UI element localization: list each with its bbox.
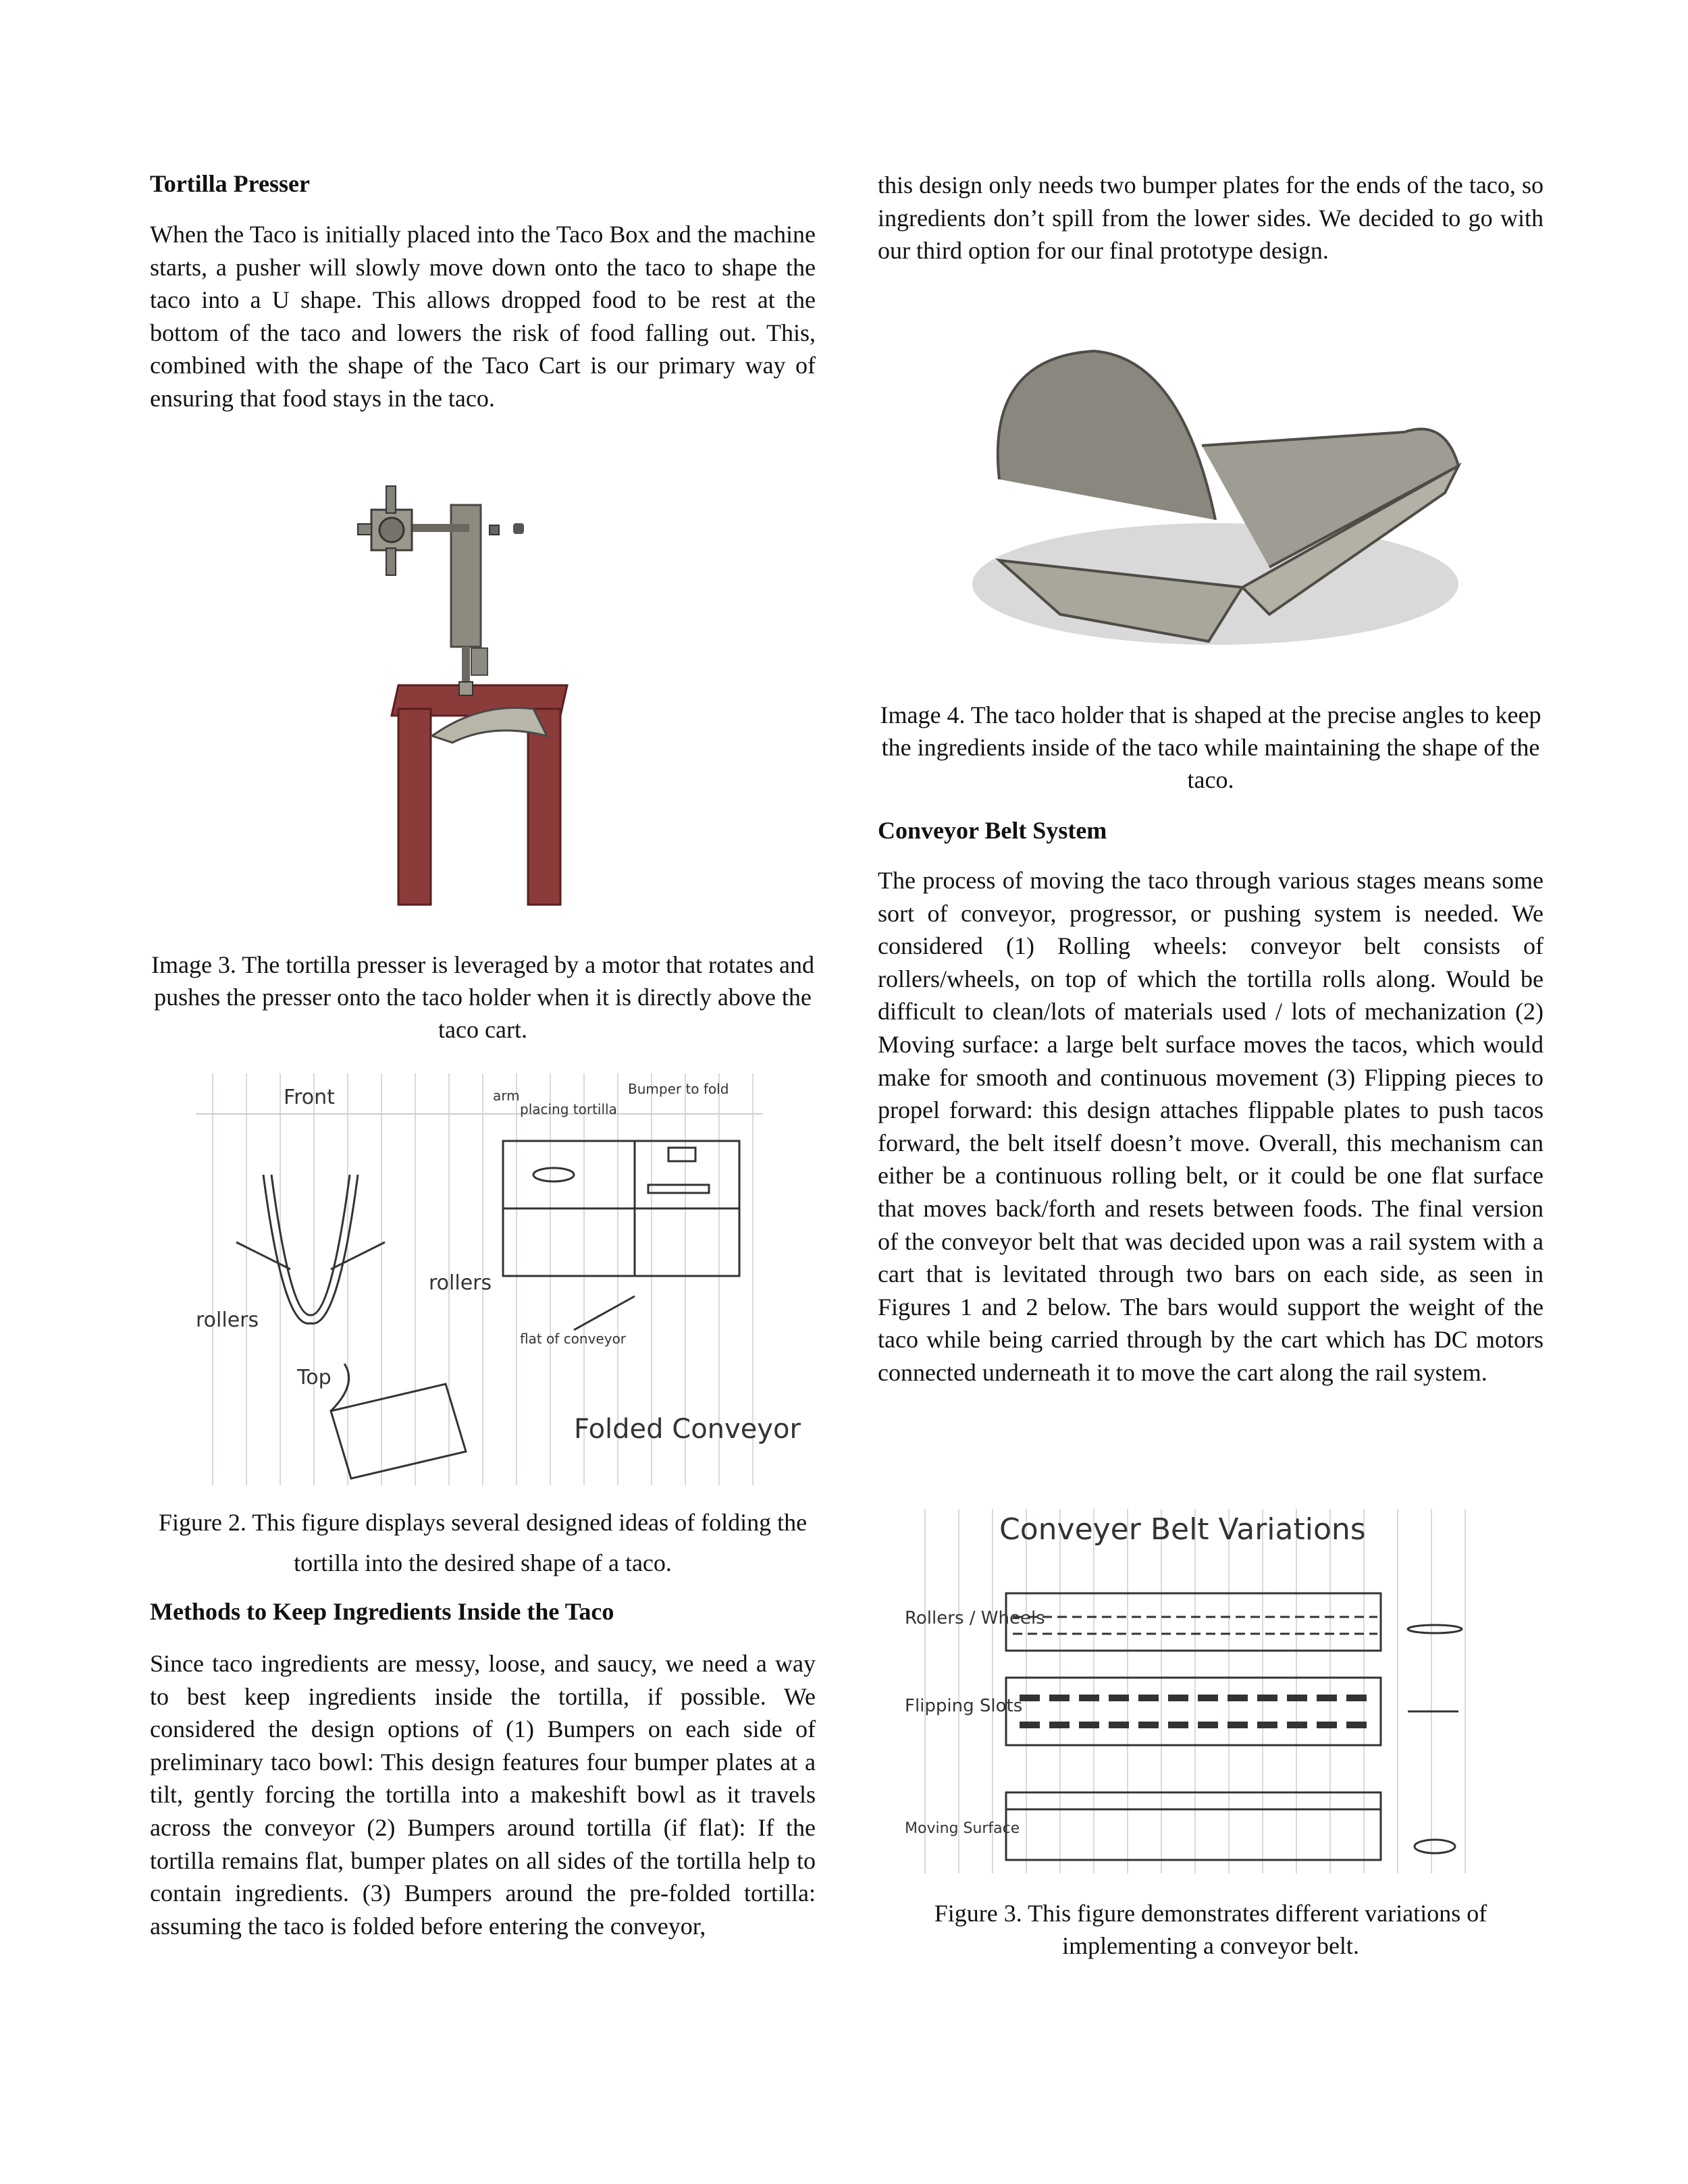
figure-3-conveyor-variations-sketch — [905, 1509, 1492, 1873]
sketch-label-top: Top — [297, 1366, 332, 1389]
methods-continued-paragraph: this design only needs two bumper plates for the ends of the taco, so ingredients don’t spill from the lower sides. We decided to go with our third option for our final prototype design. — [878, 171, 1544, 265]
sketch-label-flipping-slots: Flipping Slots — [905, 1696, 1023, 1716]
methods-paragraph: Since taco ingredients are messy, loose, and saucy, we need a way to best keep ingredients inside the tortilla, if possible. We considered the design options of (1) Bumpers on each side of preliminary taco bowl: This design features four bumper plates at a tilt, gently forcing the tortilla into a makeshift bowl as it travels across the conveyor (2) Bumpers around tortilla (if flat): If the tortilla remains flat, bumper plates on all sides of the tortilla help to contain ingredients. (3) Bumpers around the pre-folded tortilla: assuming the taco is folded before entering the conveyor, — [150, 1650, 816, 1940]
sketch-label-front: Front — [284, 1086, 335, 1109]
figure-3-caption: Figure 3. This figure demonstrates different variations of implementing a conveyor belt. — [934, 1900, 1487, 1959]
sketch-label-folded-conveyor: Folded Conveyor — [574, 1414, 801, 1445]
image-3-caption: Image 3. The tortilla presser is leveraged by a motor that rotates and pushes the presser onto the taco holder when it is directly above the taco cart. — [151, 951, 814, 1043]
section-heading-tortilla-presser: Tortilla Presser — [150, 170, 310, 197]
sketch-title-conveyer-variations: Conveyer Belt Variations — [999, 1512, 1366, 1547]
sketch-label-rollers-right: rollers — [429, 1271, 492, 1295]
sketch-label-rollers-wheels: Rollers / Wheels — [905, 1608, 1045, 1628]
sketch-label-flat-of-conveyor: flat of conveyor — [520, 1331, 627, 1347]
sketch-label-placing-tortilla: placing tortilla — [520, 1101, 617, 1117]
conveyor-paragraph: The process of moving the taco through various stages means some sort of conveyor, progressor, or pushing system is needed. We considered (1) Rolling wheels: conveyor belt consists of rollers/wheels, on top of which the tortilla rolls along. Would be difficult to clean/lots of materials used / lots of mechanization (2) Moving surface: a large belt surface moves the tacos, which would make for smooth and continuous movement (3) Flipping pieces to propel forward: this design attaches flippable plates to push tacos forward, the belt itself doesn’t move. Overall, this mechanism can either be a continuous rolling belt, or it could be one flat surface that moves back/forth and resets between foods. The final version of the conveyor belt that was decided upon was a rail system with a cart that is levitated through two bars on each side, as seen in Figures 1 and 2 below. The bars would support the weight of the taco while being carried through by the cart which has DC motors connected underneath it to move the cart along the rail system. — [878, 867, 1544, 1386]
sketch-label-arm: arm — [493, 1088, 520, 1104]
sketch-label-moving-surface: Moving Surface — [905, 1820, 1020, 1837]
section-heading-conveyor: Conveyor Belt System — [878, 817, 1107, 844]
section-heading-methods: Methods to Keep Ingredients Inside the Taco — [150, 1598, 614, 1625]
image-4-caption: Image 4. The taco holder that is shaped at the precise angles to keep the ingredients inside of the taco while maintaining the shape of the taco. — [880, 701, 1541, 793]
image-4-taco-holder-render — [959, 344, 1472, 655]
figure-2-caption: Figure 2. This figure displays several designed ideas of folding the tortilla into the desired shape of a taco. — [158, 1509, 808, 1576]
figure-2-tortilla-folding-sketch — [196, 1073, 801, 1485]
sketch-label-bumper-to-fold: Bumper to fold — [628, 1081, 729, 1097]
image-3-tortilla-presser-render — [351, 479, 594, 925]
tortilla-presser-paragraph: When the Taco is initially placed into the Taco Box and the machine starts, a pusher will slowly move down onto the taco to shape the taco into a U shape. This allows dropped food to be rest at the bottom of the taco and lowers the risk of food falling out. This, combined with the shape of the Taco Cart is our primary way of ensuring that food stays in the taco. — [150, 221, 816, 412]
sketch-label-rollers-left: rollers — [196, 1308, 259, 1332]
